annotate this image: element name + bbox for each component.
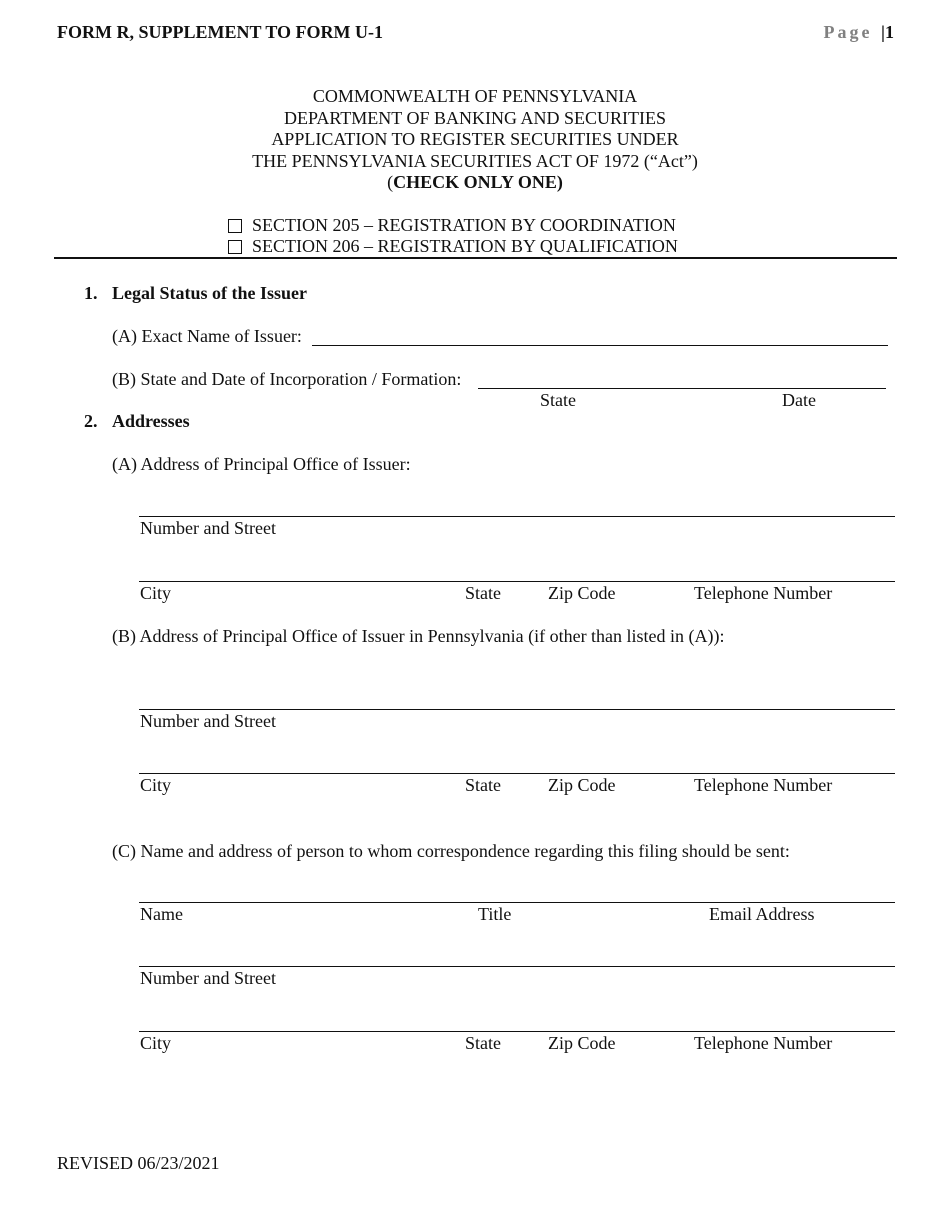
contact-street-field[interactable] <box>139 966 895 967</box>
contact-name-field[interactable] <box>139 902 895 903</box>
address-a-street-caption: Number and Street <box>140 518 276 538</box>
address-a-state-caption: State <box>465 583 501 603</box>
contact-street-caption: Number and Street <box>140 968 276 988</box>
incorporation-state-caption: State <box>540 390 576 410</box>
incorporation-field[interactable] <box>478 388 886 389</box>
address-b-city-caption: City <box>140 775 172 795</box>
form-id: FORM R, SUPPLEMENT TO FORM U-1 <box>57 22 384 42</box>
title-line-2: DEPARTMENT OF BANKING AND SECURITIES <box>284 107 666 128</box>
contact-zip-caption: Zip Code <box>548 1033 616 1053</box>
section-205-label: SECTION 205 – REGISTRATION BY COORDINATION <box>252 215 676 235</box>
page-indicator <box>824 22 894 43</box>
form-title <box>0 86 950 194</box>
title-line-5: (CHECK ONLY ONE) <box>387 172 563 192</box>
section-2-number: 2. <box>84 411 98 431</box>
address-a-city-caption: City <box>140 583 172 603</box>
issuer-name-label: (A) Exact Name of Issuer: <box>112 326 302 346</box>
address-a-telephone-caption: Telephone Number <box>694 583 833 603</box>
page-number: 1 <box>885 22 894 42</box>
section-1-title: Legal Status of the Issuer <box>112 283 308 303</box>
address-b-zip-caption: Zip Code <box>548 775 616 795</box>
section-206-checkbox[interactable] <box>228 240 242 254</box>
contact-city-caption: City <box>140 1033 172 1053</box>
revision-date: REVISED 06/23/2021 <box>57 1153 220 1173</box>
page-label: Page <box>823 22 873 42</box>
contact-telephone-caption: Telephone Number <box>694 1033 833 1053</box>
address-b-city-field[interactable] <box>139 773 895 774</box>
section-206-label: SECTION 206 – REGISTRATION BY QUALIFICATION <box>252 236 678 256</box>
header-divider <box>54 257 897 259</box>
address-a-label: (A) Address of Principal Office of Issuer: <box>112 454 411 474</box>
section-2-title: Addresses <box>112 411 190 431</box>
address-a-street-field[interactable] <box>139 516 895 517</box>
contact-state-caption: State <box>465 1033 501 1053</box>
address-b-label: (B) Address of Principal Office of Issuer in Pennsylvania (if other than listed in (A)): <box>112 626 725 646</box>
page-separator: | <box>881 22 885 42</box>
option-section-205[interactable] <box>228 215 676 236</box>
contact-email-caption: Email Address <box>709 904 815 924</box>
option-section-206[interactable] <box>228 236 678 257</box>
title-line-1: COMMONWEALTH OF PENNSYLVANIA <box>312 86 638 106</box>
section-205-checkbox[interactable] <box>228 219 242 233</box>
issuer-name-field[interactable] <box>312 345 888 346</box>
address-b-state-caption: State <box>465 775 501 795</box>
section-1-number: 1. <box>84 283 98 303</box>
address-a-city-field[interactable] <box>139 581 895 582</box>
contact-city-field[interactable] <box>139 1031 895 1032</box>
address-b-street-field[interactable] <box>139 709 895 710</box>
address-b-street-caption: Number and Street <box>140 711 276 731</box>
contact-title-caption: Title <box>478 904 512 924</box>
contact-name-caption: Name <box>140 904 183 924</box>
correspondence-label: (C) Name and address of person to whom correspondence regarding this filing should be sent: <box>112 841 790 861</box>
address-a-zip-caption: Zip Code <box>548 583 616 603</box>
title-line-3: APPLICATION TO REGISTER SECURITIES UNDER <box>271 129 679 149</box>
incorporation-date-caption: Date <box>782 390 816 410</box>
incorporation-label: (B) State and Date of Incorporation / Formation: <box>112 369 462 389</box>
address-b-telephone-caption: Telephone Number <box>694 775 833 795</box>
title-line-4: THE PENNSYLVANIA SECURITIES ACT OF 1972 (“Act”) <box>252 150 698 171</box>
